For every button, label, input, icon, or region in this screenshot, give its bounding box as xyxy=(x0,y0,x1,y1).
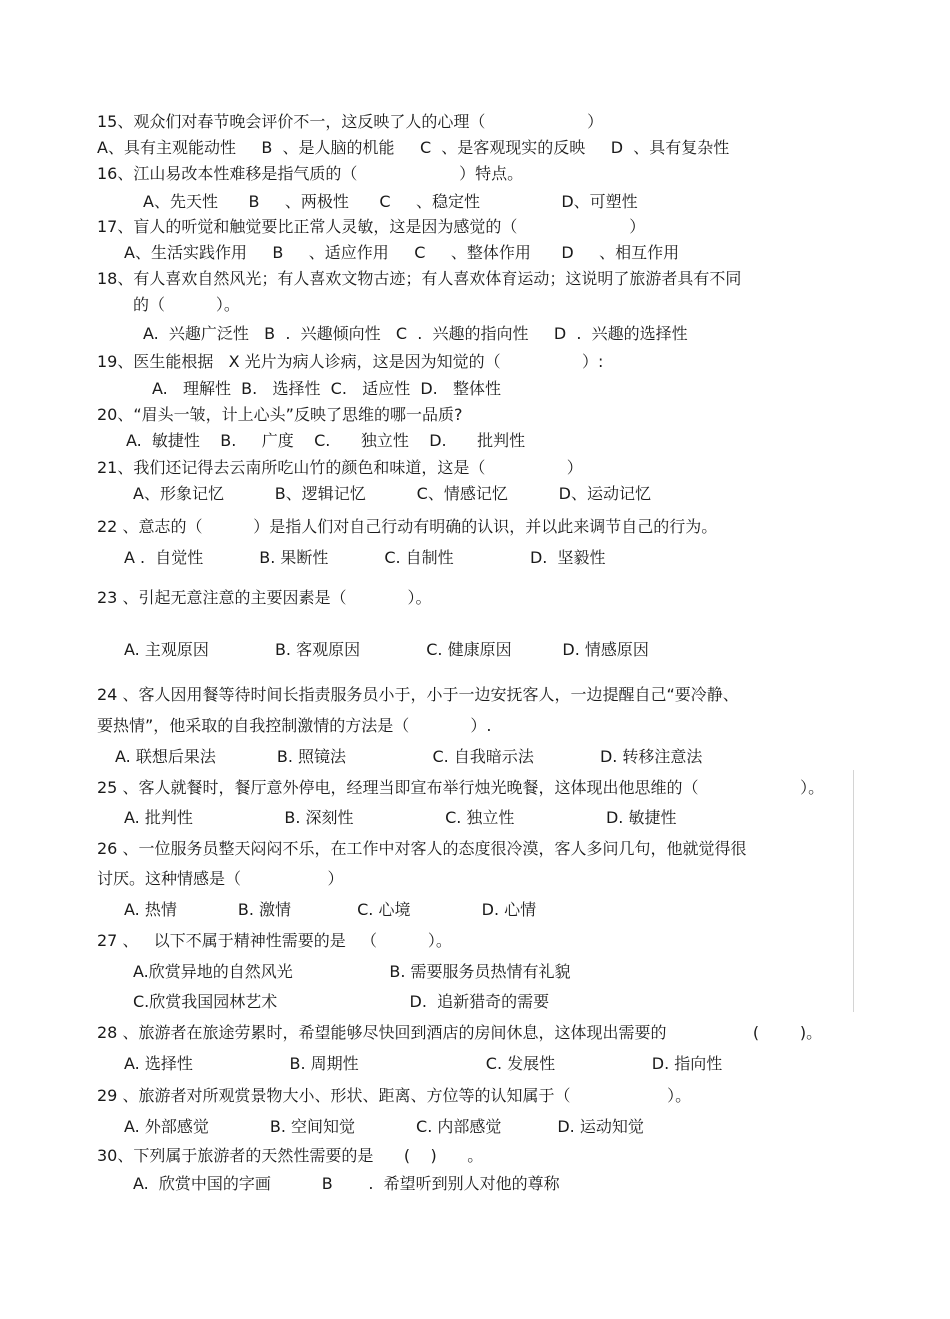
question-28-options: A. 选择性 B. 周期性 C. 发展性 D. 指向性 xyxy=(124,1054,723,1073)
question-21: 21、我们还记得去云南所吃山竹的颜色和味道，这是（ ） xyxy=(97,458,583,477)
question-24: 24 、客人因用餐等待时间长指责服务员小于，小于一边安抚客人，一边提醒自己“要冷静、 xyxy=(97,685,739,704)
question-21-options: A、形象记忆 B、逻辑记忆 C、情感记忆 D、运动记忆 xyxy=(133,484,651,503)
question-30: 30、下列属于旅游者的天然性需要的是 ( ) 。 xyxy=(97,1146,484,1165)
question-27: 27 、 以下不属于精神性需要的是 （ ）。 xyxy=(97,931,452,950)
question-28: 28 、旅游者在旅途劳累时，希望能够尽快回到酒店的房间休息，这体现出需要的 ( )。 xyxy=(97,1023,823,1042)
question-16: 16、江山易改本性难移是指气质的（ ）特点。 xyxy=(97,164,524,183)
question-25: 25 、客人就餐时，餐厅意外停电，经理当即宣布举行烛光晚餐，这体现出他思维的（ ）。 xyxy=(97,778,825,797)
question-26-options: A. 热情 B. 激情 C. 心境 D. 心情 xyxy=(124,900,537,919)
question-22-options: A . 自觉性 B. 果断性 C. 自制性 D. 坚毅性 xyxy=(124,548,606,567)
question-23: 23 、引起无意注意的主要因素是（ ）。 xyxy=(97,588,432,607)
question-18: 18、有人喜欢自然风光；有人喜欢文物古迹；有人喜欢体育运动；这说明了旅游者具有不同 xyxy=(97,269,742,288)
question-25-options: A. 批判性 B. 深刻性 C. 独立性 D. 敏捷性 xyxy=(124,808,677,827)
question-29: 29 、旅游者对所观赏景物大小、形状、距离、方位等的认知属于（ ）。 xyxy=(97,1086,692,1105)
question-24-continued: 要热情”，他采取的自我控制激情的方法是（ ）. xyxy=(97,716,492,735)
question-26-continued: 讨厌。这种情感是（ ） xyxy=(97,869,344,888)
question-18-options: A. 兴趣广泛性 B . 兴趣倾向性 C . 兴趣的指向性 D . 兴趣的选择性 xyxy=(143,324,688,343)
question-27-options-row1: A.欣赏异地的自然风光 B. 需要服务员热情有礼貌 xyxy=(133,962,571,981)
question-17-options: A、生活实践作用 B 、适应作用 C 、整体作用 D 、相互作用 xyxy=(124,243,680,262)
question-15: 15、观众们对春节晚会评价不一，这反映了人的心理（ ） xyxy=(97,112,604,131)
question-18-continued: 的（ ）。 xyxy=(133,295,240,314)
question-19-options: A. 理解性 B. 选择性 C. 适应性 D. 整体性 xyxy=(152,379,502,398)
question-30-options: A. 欣赏中国的字画 B . 希望听到别人对他的尊称 xyxy=(133,1174,560,1193)
question-17: 17、盲人的听觉和触觉要比正常人灵敏，这是因为感觉的（ ） xyxy=(97,217,646,236)
question-27-options-row2: C.欣赏我国园林艺术 D. 追新猎奇的需要 xyxy=(133,992,550,1011)
question-16-options: A、先天性 B 、两极性 C 、稳定性 D、可塑性 xyxy=(143,192,638,211)
divider-line xyxy=(853,770,854,1012)
question-26: 26 、一位服务员整天闷闷不乐，在工作中对客人的态度很冷漠，客人多问几句，他就觉得很 xyxy=(97,839,747,858)
question-15-options: A、具有主观能动性 B 、是人脑的机能 C 、是客观现实的反映 D 、具有复杂性 xyxy=(97,138,730,157)
question-23-options: A. 主观原因 B. 客观原因 C. 健康原因 D. 情感原因 xyxy=(124,640,649,659)
question-29-options: A. 外部感觉 B. 空间知觉 C. 内部感觉 D. 运动知觉 xyxy=(124,1117,644,1136)
question-22: 22 、意志的（ ）是指人们对自己行动有明确的认识，并以此来调节自己的行为。 xyxy=(97,517,718,536)
question-20: 20、“眉头一皱，计上心头”反映了思维的哪一品质? xyxy=(97,405,463,424)
question-19: 19、医生能根据 X 光片为病人诊病，这是因为知觉的（ ）: xyxy=(97,352,604,371)
question-20-options: A. 敏捷性 B. 广度 C. 独立性 D. 批判性 xyxy=(126,431,526,450)
question-24-options: A. 联想后果法 B. 照镜法 C. 自我暗示法 D. 转移注意法 xyxy=(115,747,703,766)
